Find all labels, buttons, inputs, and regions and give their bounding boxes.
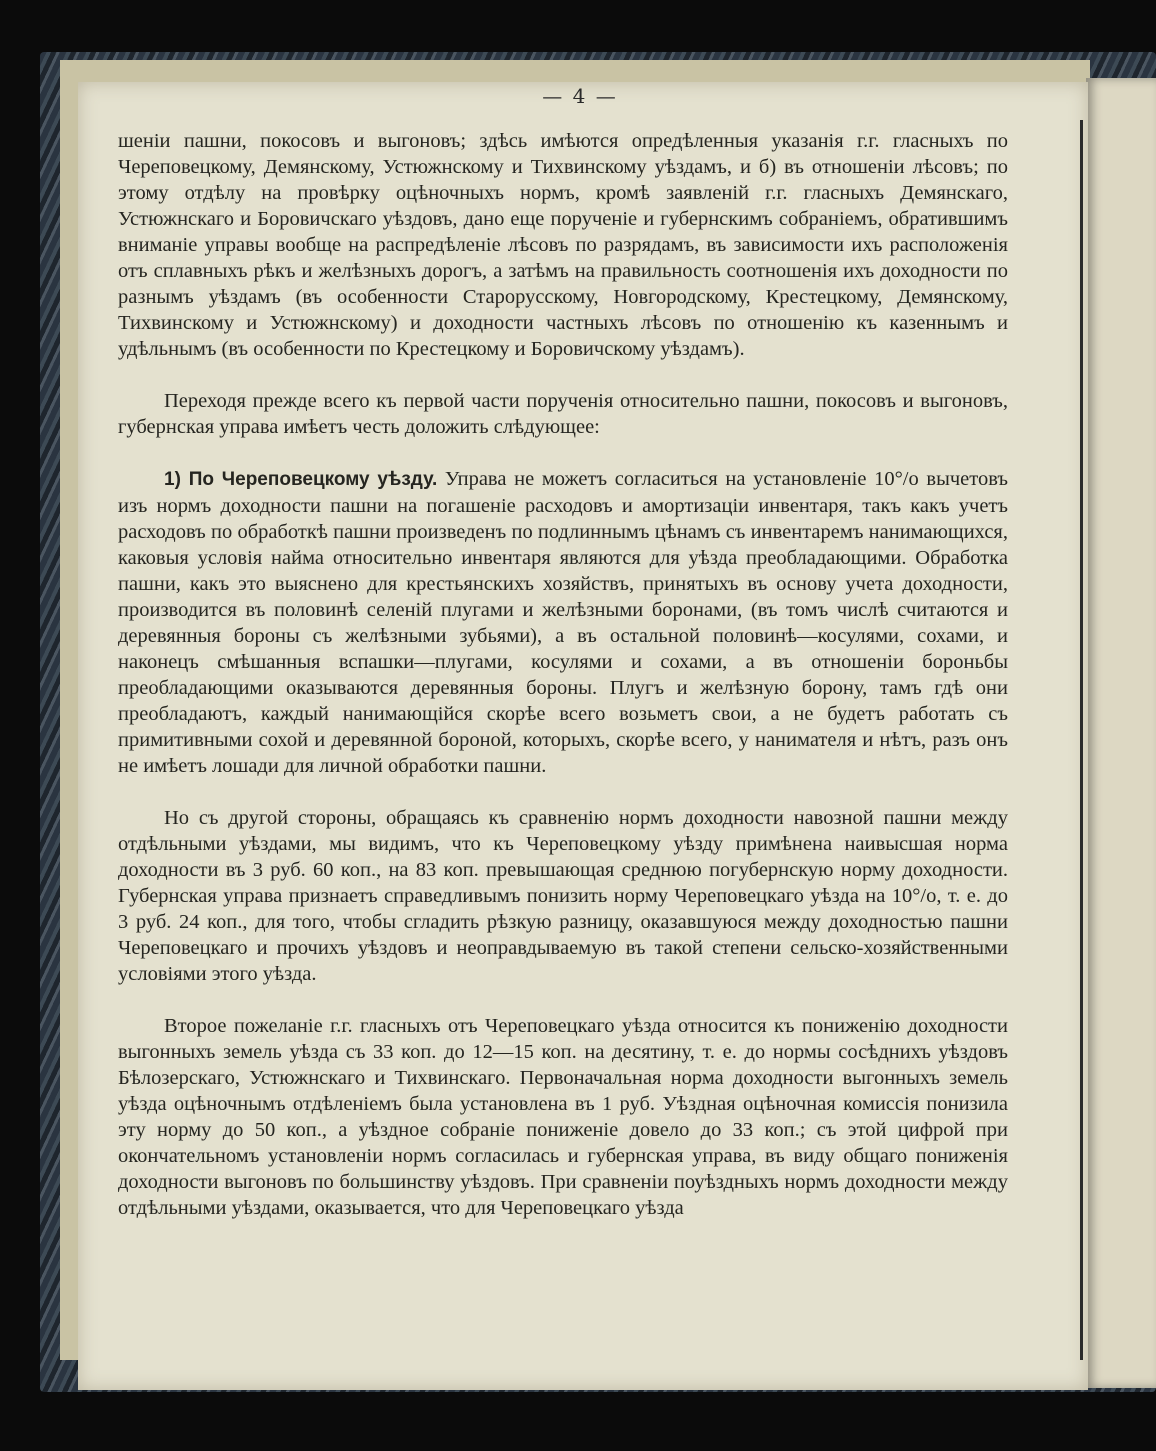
paragraph-3 (118, 466, 1008, 779)
paragraph-4: Но съ другой стороны, обращаясь къ сравненію нормъ доходности навозной пашни между отдѣльными уѣздами, мы видимъ, что къ Череповецкому уѣзду примѣнена наивысшая норма доходности въ 3 руб. 60 коп., на 83 коп. превышающая среднюю погубернскую норму доходности. Губернская управа признаетъ справедливымъ понизить норму Череповецкаго уѣзда на 10°/о, т. е. до 3 руб. 24 коп., для того, чтобы сгладить рѣзкую разницу, оказавшуюся между доходностью пашни Череповецкаго и прочихъ уѣздовъ и неоправдываемую въ такой степени сельско-хозяйственными условіями этого уѣзда. (118, 807, 1008, 985)
paragraph-gap (118, 440, 1008, 466)
book-spine (1080, 120, 1083, 1360)
paragraph-gap (118, 362, 1008, 388)
paragraph-1: шеніи пашни, покосовъ и выгоновъ; здѣсь имѣются опредѣленныя указанія г.г. гласныхъ по Череповецкому, Демянскому, Устюжнскому и Тихвинскому уѣздамъ, и б) въ отношеніи лѣсовъ; по этому отдѣлу на провѣрку оцѣночныхъ нормъ, кромѣ заявленій г.г. гласныхъ Демянскаго, Устюжнскаго и Боровичскаго уѣздовъ, дано еще порученіе и губернскимъ собраніемъ, обратившимъ вниманіе управы вообще на распредѣленіе лѣсовъ по разрядамъ, въ зависимости ихъ расположенія отъ сплавныхъ рѣкъ и желѣзныхъ дорогъ, а затѣмъ на правильность соотношенія ихъ доходности по разнымъ уѣздамъ (въ особенности Старорусскому, Новгородскому, Крестецкому, Демянскому, Тихвинскому и Устюжнскому) и доходности частныхъ лѣсовъ по отношенію къ казеннымъ и удѣльнымъ (въ особенности по Крестецкому и Боровичскому уѣздамъ). (118, 130, 1008, 360)
facing-page (1086, 78, 1156, 1388)
page-number: — 4 — (542, 84, 618, 108)
paragraph-gap (118, 779, 1008, 805)
section-heading: 1) По Череповецкому уѣзду. (164, 469, 438, 490)
paragraph-5: Второе пожеланіе г.г. гласныхъ отъ Череповецкаго уѣзда относится къ пониженію доходности выгонныхъ земель уѣзда съ 33 коп. до 12—15 коп. на десятину, т. е. до нормы сосѣднихъ уѣздовъ Бѣлозерскаго, Устюжнскаго и Тихвинскаго. Первоначальная норма доходности выгонныхъ земель уѣзда оцѣночнымъ отдѣленіемъ была установлена въ 1 руб. Уѣздная оцѣночная комиссія понизила эту норму до 50 коп., а уѣздное собраніе пониженіе довело до 33 коп.; съ этой цифрой при окончательномъ установленіи нормъ согласилась и губернская управа, въ виду общаго пониженія доходности выгоновъ по большинству уѣздовъ. При сравненіи поуѣздныхъ нормъ доходности между отдѣльными уѣздами, оказывается, что для Череповецкаго уѣзда (118, 1015, 1008, 1219)
paragraph-gap (118, 987, 1008, 1013)
paragraph-3-body: Управа не можетъ согласиться на установленіе 10°/о вычетовъ изъ нормъ доходности пашни на погашеніе расходовъ и амортизаціи инвентаря, такъ какъ учетъ расходовъ по обработкѣ пашни произведенъ по подлиннымъ цѣнамъ съ инвентаремъ нанимающихся, каковыя условія найма относительно инвентаря являются для уѣзда преобладающими. Обработка пашни, какъ это выяснено для крестьянскихъ хозяйствъ, принятыхъ въ основу учета доходности, производится въ половинѣ селеній плугами и желѣзными боронами, (въ томъ числѣ считаются и деревянныя бороны съ желѣзными зубьями), а въ остальной половинѣ—косулями, сохами, и наконецъ смѣшанныя вспашки—плугами, косулями и сохами, а въ отношеніи бороньбы преобладающими оказываются деревянныя бороны. Плугъ и желѣзную борону, тамъ гдѣ они преобладаютъ, каждый нанимающійся скорѣе всего возьметъ свои, а не будетъ работать съ примитивными сохой и деревянной бороной, которыхъ, скорѣе всего, у нанимателя и нѣтъ, разъ онъ не имѣетъ лошади для личной обработки пашни. (118, 468, 1008, 777)
paragraph-2: Переходя прежде всего къ первой части порученія относительно пашни, покосовъ и выгоновъ, губернская управа имѣетъ честь доложить слѣдующее: (118, 390, 1008, 438)
page-text (118, 128, 1008, 1221)
